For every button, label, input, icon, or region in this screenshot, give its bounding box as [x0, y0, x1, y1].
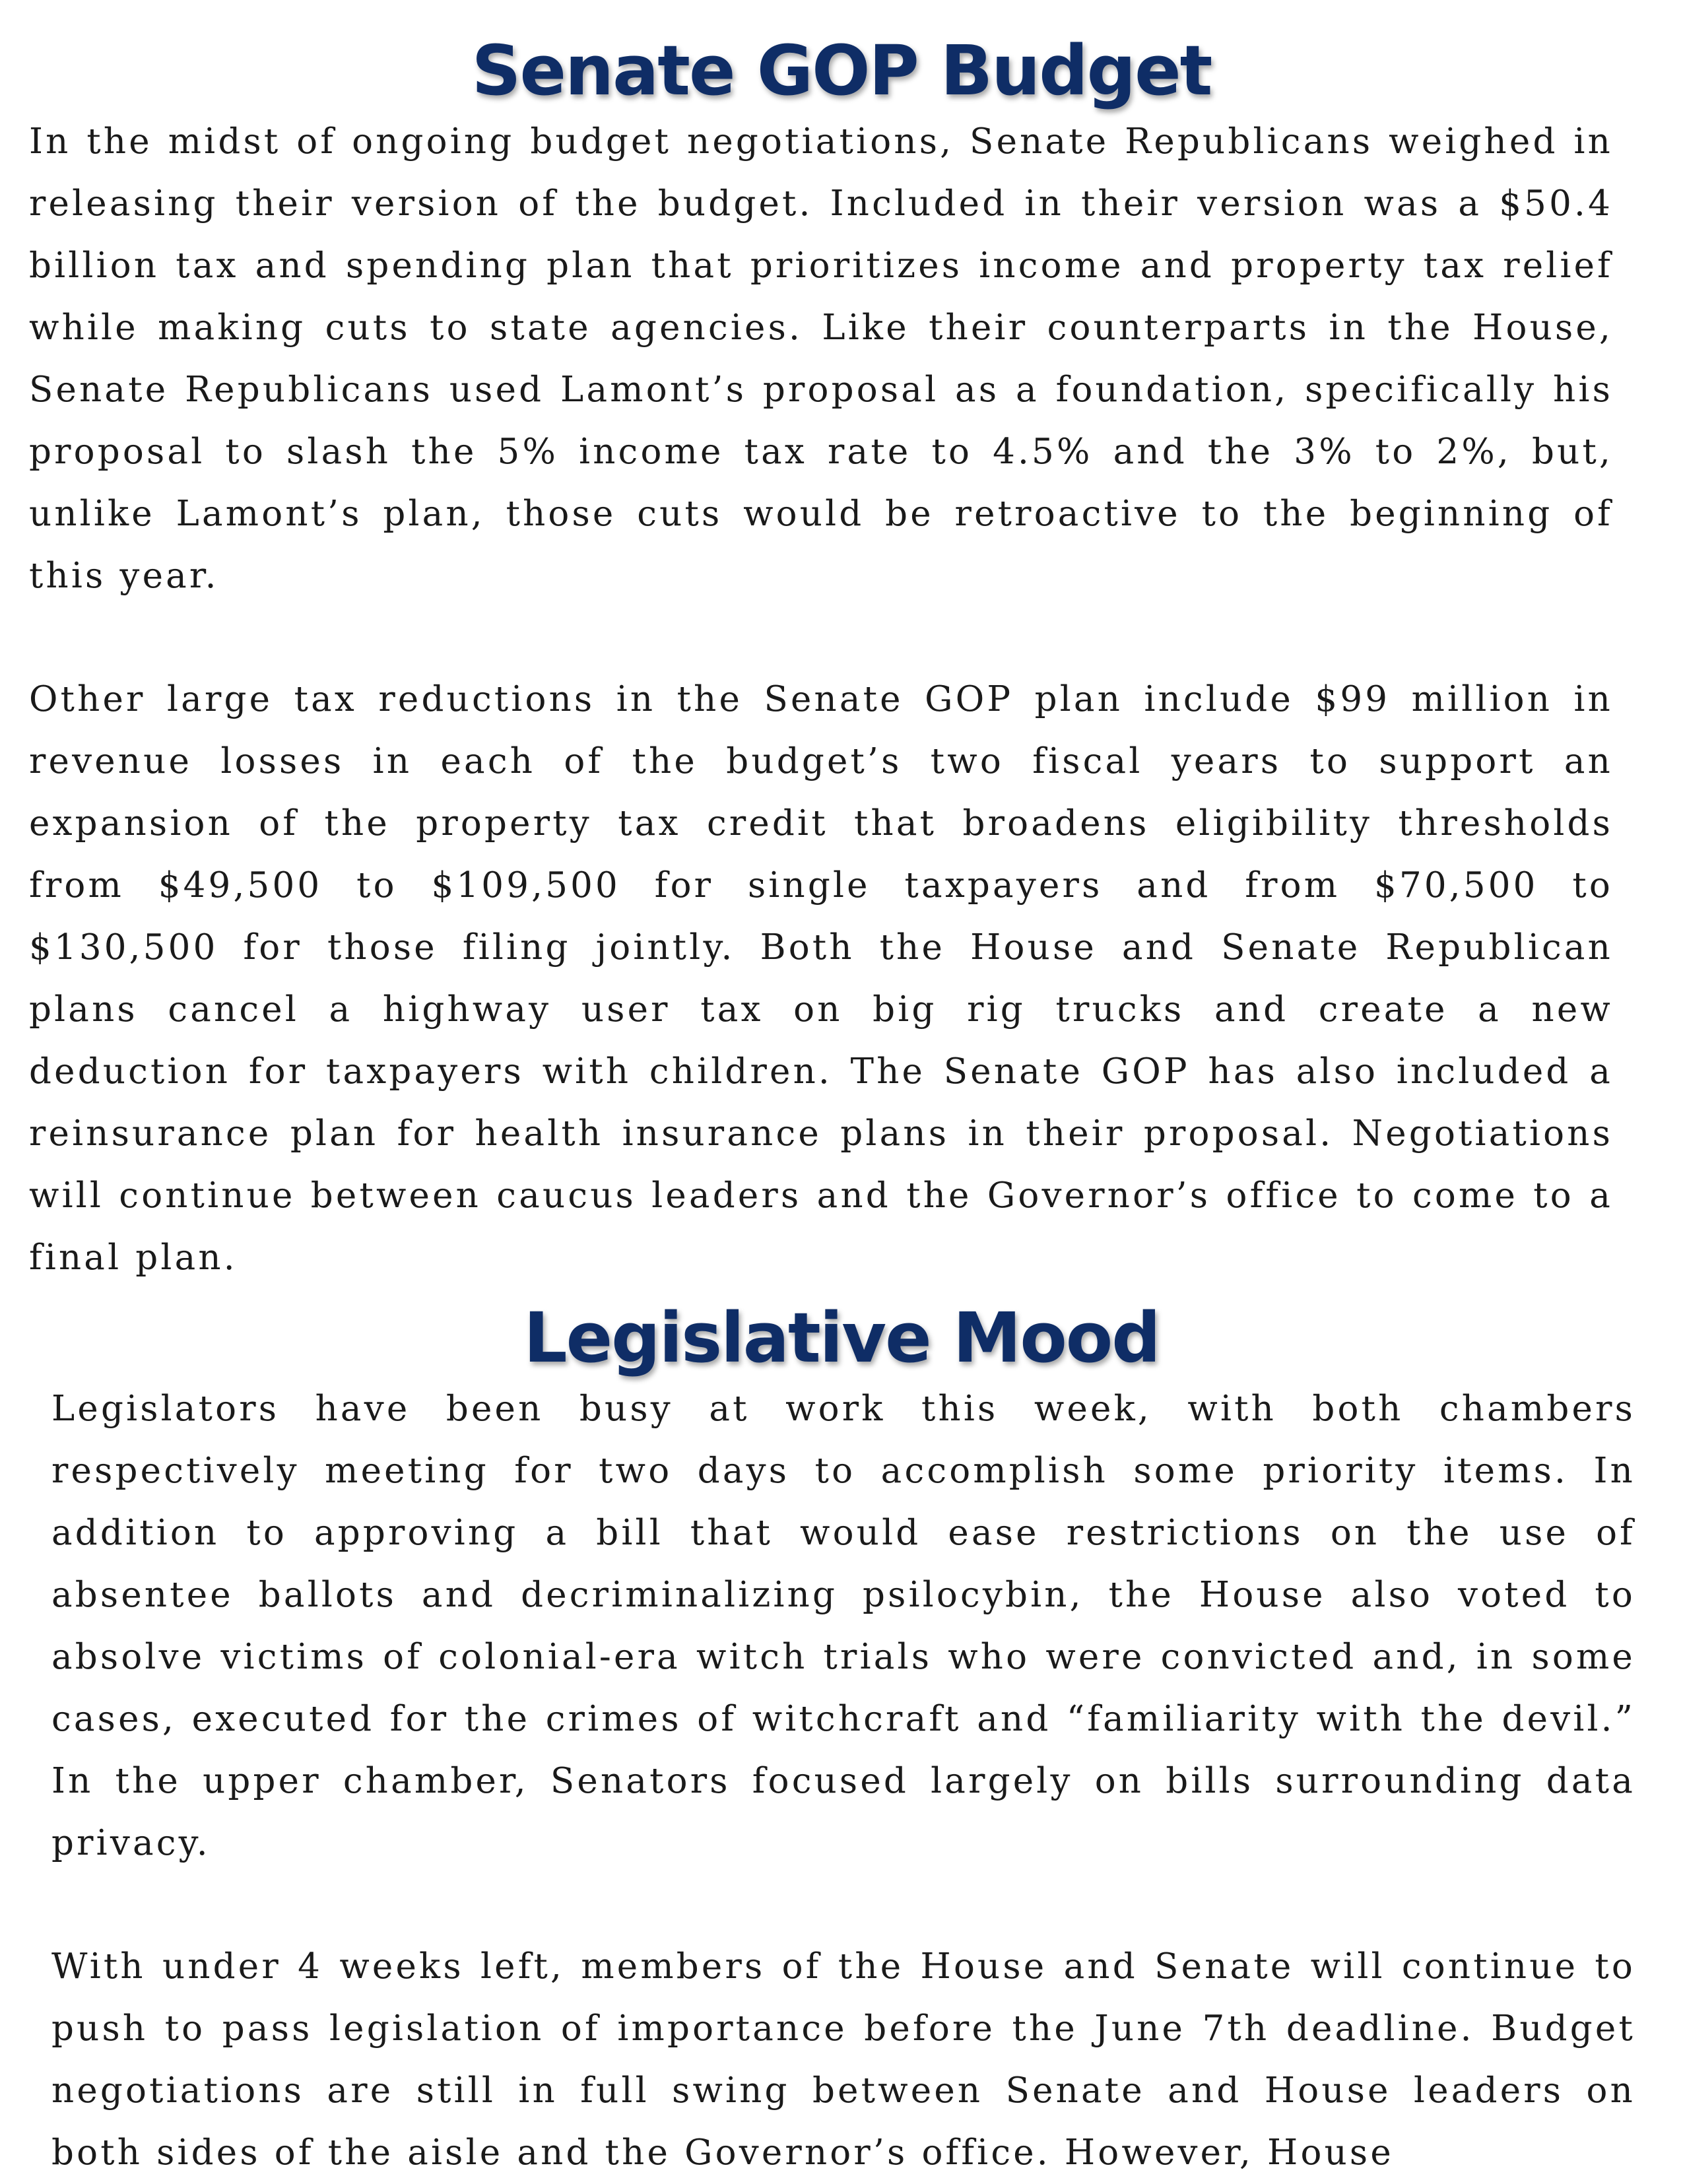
section-heading-senate-gop-budget: Senate GOP Budget — [471, 30, 1212, 111]
senate-gop-budget-paragraph-1: In the midst of ongoing budget negotiations, Senate Republicans weighed in releasing their version of the budget. Included in their version was a $50.4 billion tax and spending plan that prioritizes income and property tax relief while making cuts to state agencies. Like their counterparts in the House, Senate Republicans used Lamont’s proposal as a foundation, specifically his proposal to slash the 5% income tax rate to 4.5% and the 3% to 2%, but, unlike Lamont’s plan, those cuts would be retroactive to the beginning of this year. — [29, 121, 1613, 596]
senate-gop-budget-paragraph-2: Other large tax reductions in the Senate GOP plan include $99 million in revenue losses in each of the budget’s two fiscal years to support an expansion of the property tax credit that broadens eligibility thresholds from $49,500 to $109,500 for single taxpayers and from $70,500 to $130,500 for those filing jointly. Both the House and Senate Republican plans cancel a highway user tax on big rig trucks and create a new deduction for taxpayers with children. The Senate GOP has also included a reinsurance plan for health insurance plans in their proposal. Negotiations will continue between caucus leaders and the Governor’s office to come to a final plan. — [29, 679, 1613, 1278]
section-heading-legislative-mood: Legislative Mood — [523, 1298, 1160, 1378]
legislative-mood-paragraph-1: Legislators have been busy at work this week, with both chambers respectively meeting for two days to accomplish some priority items. In addition to approving a bill that would ease restrictions on the use of absentee ballots and decriminalizing psilocybin, the House also voted to absolve victims of colonial-era witch trials who were convicted and, in some cases, executed for the crimes of witchcraft and “familiarity with the devil.” In the upper chamber, Senators focused largely on bills surrounding data privacy. — [51, 1389, 1635, 1863]
legislative-mood-paragraph-2: With under 4 weeks left, members of the House and Senate will continue to push to pass legislation of importance before the June 7th deadline. Budget negotiations are still in full swing between Senate and House leaders on both sides of the aisle and the Governor’s office. However, House — [51, 1946, 1635, 2173]
